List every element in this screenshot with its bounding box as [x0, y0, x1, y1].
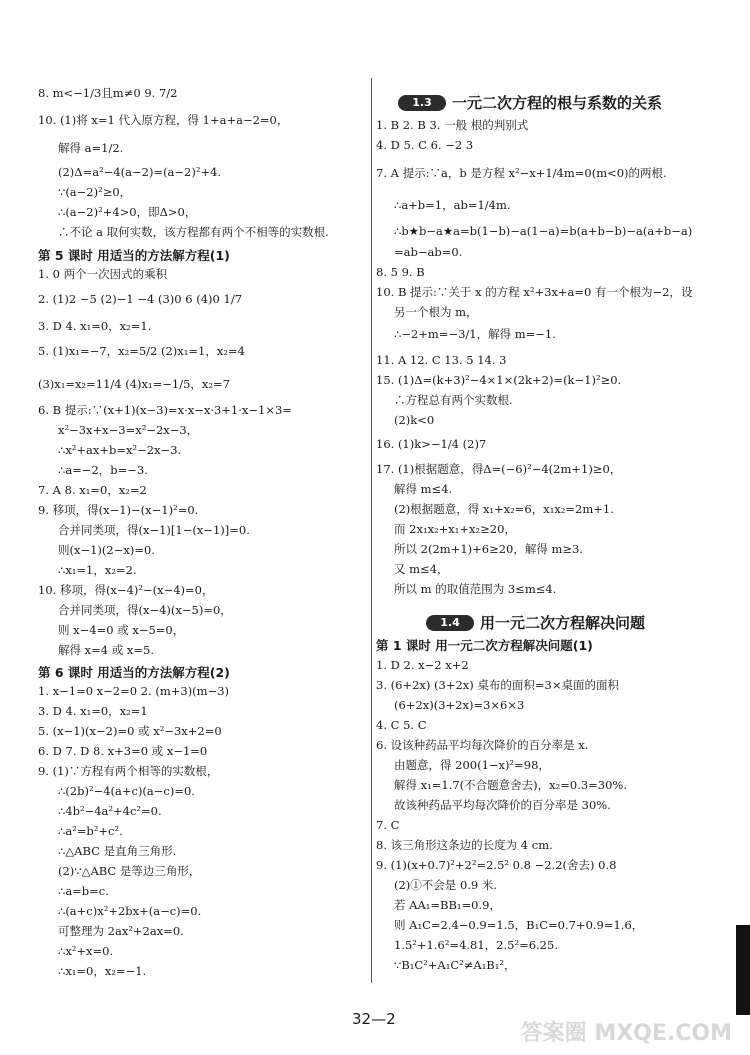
answer-line: 1. x−1=0 x−2=0 2. (m+3)(m−3): [38, 684, 230, 698]
answer-line: 16. (1)k>−1/4 (2)7: [376, 437, 487, 451]
answer-line: ∴b★b−a★a=b(1−b)−a(1−a)=b(a+b−b)−a(a+b−a): [394, 224, 693, 238]
answer-line: (2)k<0: [394, 413, 435, 427]
answer-line: 若 AA₁=BB₁=0.9，: [394, 898, 501, 912]
answer-line: ∴a=b=c.: [58, 884, 109, 898]
answer-line: ∴−2+m=−3/1，解得 m=−1.: [394, 327, 556, 341]
answer-line: 3. (6+2x) (3+2x) 桌布的面积=3×桌面的面积: [376, 678, 619, 692]
page-number: 32—2: [352, 1010, 396, 1028]
lesson-heading: 第 1 课时 用一元二次方程解决问题(1): [376, 638, 593, 653]
answer-line: (2)∵△ABC 是等边三角形，: [58, 864, 201, 878]
section-title: 一元二次方程的根与系数的关系: [452, 94, 663, 112]
answer-line: 6. B 提示:∵(x+1)(x−3)=x·x−x·3+1·x−1×3=: [38, 403, 292, 417]
answer-line: 8. 5 9. B: [376, 265, 425, 279]
section-title: 用一元二次方程解决问题: [480, 614, 646, 632]
answer-line: 则 A₁C=2.4−0.9=1.5，B₁C=0.7+0.9=1.6，: [394, 918, 644, 932]
answer-line: 1. D 2. x−2 x+2: [376, 658, 469, 672]
column-divider: [371, 78, 372, 983]
answer-line: ∴4b²−4a²+4c²=0.: [58, 804, 162, 818]
answer-line: 1.5²+1.6²=4.81，2.5²=6.25.: [394, 938, 558, 952]
answer-line: ∴(a+c)x²+2bx+(a−c)=0.: [58, 904, 202, 918]
answer-line: 10. 移项，得(x−4)²−(x−4)=0，: [38, 583, 214, 597]
answer-line: (2)Δ=a²−4(a−2)=(a−2)²+4.: [58, 165, 222, 179]
answer-line: 解得 x₁=1.7(不合题意舍去)，x₂=0.3=30%.: [394, 778, 628, 792]
left-column: [38, 0, 368, 1000]
answer-line: 解得 a=1/2.: [58, 141, 124, 155]
answer-line: 7. A 8. x₁=0，x₂=2: [38, 483, 147, 497]
answer-line: x²−3x+x−3=x²−2x−3，: [58, 423, 199, 437]
lesson-heading: 第 5 课时 用适当的方法解方程(1): [38, 248, 230, 263]
section-header-1-3: [398, 92, 662, 113]
answer-line: 所以 2(2m+1)+6≥20，解得 m≥3.: [394, 542, 584, 556]
answer-line: (3)x₁=x₂=11/4 (4)x₁=−1/5，x₂=7: [38, 377, 230, 391]
answer-line: 1. B 2. B 3. 一般 根的判别式: [376, 118, 529, 132]
watermark-logo: 答案圈 MXQE.COM: [520, 1021, 732, 1046]
answer-line: =ab−ab=0.: [394, 245, 463, 259]
answer-line: ∴a²=b²+c².: [58, 824, 123, 838]
answer-line: 故该种药品平均每次降价的百分率是 30%.: [394, 798, 611, 812]
section-badge: 1.4: [426, 615, 474, 631]
answer-line: ∴x²+ax+b=x²−2x−3.: [58, 443, 182, 457]
answer-line: ∴x²+x=0.: [58, 944, 114, 958]
answer-line: 而 2x₁x₂+x₁+x₂≥20，: [394, 522, 516, 536]
answer-line: 合并同类项，得(x−1)[1−(x−1)]=0.: [58, 523, 250, 537]
answer-line: 由题意，得 200(1−x)²=98，: [394, 758, 550, 772]
answer-line: ∴x₁=0，x₂=−1.: [58, 964, 147, 978]
answer-line: 6. 设该种药品平均每次降价的百分率是 x.: [376, 738, 589, 752]
answer-line: (2)根据题意，得 x₁+x₂=6，x₁x₂=2m+1.: [394, 502, 614, 516]
answer-line: 3. D 4. x₁=0，x₂=1: [38, 704, 148, 718]
answer-line: 17. (1)根据题意，得Δ=(−6)²−4(2m+1)≥0，: [376, 462, 622, 476]
answer-line: (2)①不会是 0.9 米.: [394, 878, 498, 892]
answer-line: 10. (1)将 x=1 代入原方程，得 1+a+a−2=0，: [38, 113, 289, 127]
answer-line: 解得 x=4 或 x=5.: [58, 643, 154, 657]
section-header-1-4: [426, 612, 645, 633]
answer-line: 7. C: [376, 818, 400, 832]
answer-line: ∴(2b)²−4(a+c)(a−c)=0.: [58, 784, 195, 798]
answer-line: 可整理为 2ax²+2ax=0.: [58, 924, 184, 938]
answer-line: ∵B₁C²+A₁C²≠A₁B₁²，: [394, 958, 516, 972]
answer-line: 则 x−4=0 或 x−5=0，: [58, 623, 185, 637]
answer-line: ∴x₁=1，x₂=2.: [58, 563, 137, 577]
answer-line: ∴不论 a 取何实数，该方程都有两个不相等的实数根.: [58, 225, 329, 239]
answer-line: 则(x−1)(2−x)=0.: [58, 543, 155, 557]
answer-line: 合并同类项，得(x−4)(x−5)=0，: [58, 603, 232, 617]
page-edge-tab: [736, 925, 750, 1015]
answer-line: 3. D 4. x₁=0，x₂=1.: [38, 319, 152, 333]
right-column: [376, 0, 736, 1000]
answer-line: (6+2x)(3+2x)=3×6×3: [394, 698, 525, 712]
answer-line: 9. (1)(x+0.7)²+2²=2.5² 0.8 −2.2(舍去) 0.8: [376, 858, 617, 872]
answer-line: ∴a+b=1，ab=1/4m.: [394, 198, 511, 212]
answer-line: ∴(a−2)²+4>0，即Δ>0，: [58, 205, 197, 219]
answer-line: 又 m≤4，: [394, 562, 449, 576]
answer-line: 10. B 提示:∵关于 x 的方程 x²+3x+a=0 有一个根为−2，设: [376, 285, 693, 299]
answer-line: ∵(a−2)²≥0，: [58, 185, 132, 199]
answer-line: 15. (1)Δ=(k+3)²−4×1×(2k+2)=(k−1)²≥0.: [376, 373, 622, 387]
answer-line: ∴方程总有两个实数根.: [394, 393, 513, 407]
answer-line: 8. 该三角形这条边的长度为 4 cm.: [376, 838, 553, 852]
answer-line: 5. (1)x₁=−7，x₂=5/2 (2)x₁=1，x₂=4: [38, 344, 245, 358]
answer-line: ∴△ABC 是直角三角形.: [58, 844, 177, 858]
answer-line: 7. A 提示:∵a，b 是方程 x²−x+1/4m=0(m<0)的两根.: [376, 166, 667, 180]
answer-line: 另一个根为 m，: [394, 305, 478, 319]
answer-line: 9. (1)∵方程有两个相等的实数根，: [38, 764, 219, 778]
answer-line: 11. A 12. C 13. 5 14. 3: [376, 353, 507, 367]
section-badge: 1.3: [398, 95, 446, 111]
answer-line: 6. D 7. D 8. x+3=0 或 x−1=0: [38, 744, 208, 758]
answer-line: 5. (x−1)(x−2)=0 或 x²−3x+2=0: [38, 724, 222, 738]
answer-line: 4. C 5. C: [376, 718, 427, 732]
answer-line: 所以 m 的取值范围为 3≤m≤4.: [394, 582, 557, 596]
answer-line: 8. m<−1/3且m≠0 9. 7/2: [38, 86, 178, 100]
answer-line: 1. 0 两个一次因式的乘积: [38, 267, 168, 281]
answer-line: 解得 m≤4.: [394, 482, 453, 496]
answer-line: 2. (1)2 −5 (2)−1 −4 (3)0 6 (4)0 1/7: [38, 292, 243, 306]
answer-line: ∴a=−2，b=−3.: [58, 463, 148, 477]
answer-line: 9. 移项，得(x−1)−(x−1)²=0.: [38, 503, 199, 517]
answer-line: 4. D 5. C 6. −2 3: [376, 138, 474, 152]
lesson-heading: 第 6 课时 用适当的方法解方程(2): [38, 665, 230, 680]
